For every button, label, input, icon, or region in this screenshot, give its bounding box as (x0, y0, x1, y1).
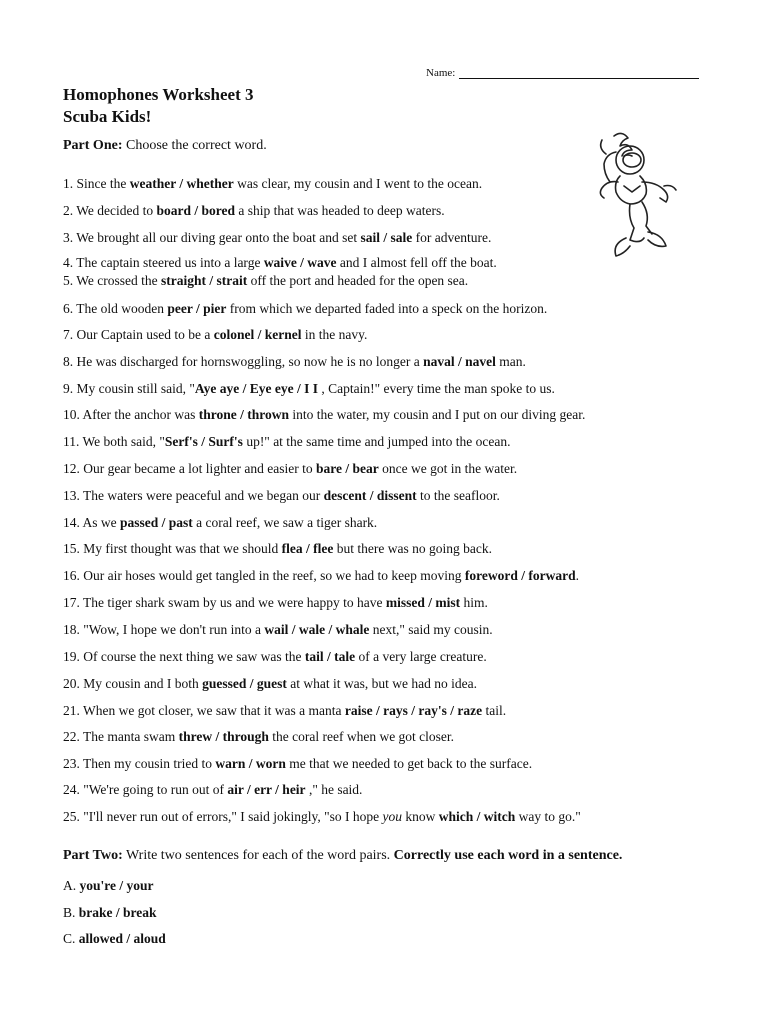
word-choice: waive / wave (263, 255, 337, 270)
part-one-instruction: Choose the correct word. (125, 138, 267, 153)
question-text: to the seafloor. (416, 488, 500, 503)
word-pair-words: you're / your (79, 878, 154, 893)
word-choice: colonel / kernel (213, 327, 302, 342)
word-choice: Aye aye / Eye eye / I I (194, 381, 318, 396)
word-pair-letter: C. (63, 931, 79, 946)
word-choice: sail / sale (360, 230, 413, 245)
question-text: at what it was, but we had no idea. (286, 676, 477, 691)
question-text: know (402, 809, 439, 824)
question-text: me that we needed to get back to the surface. (285, 756, 533, 771)
question-text: 10. After the anchor was (63, 407, 199, 422)
word-choice: raise / rays / ray's / raze (344, 703, 483, 718)
question-12 (63, 460, 517, 478)
word-choice: threw / through (178, 729, 269, 744)
question-text: 13. The waters were peaceful and we began our (63, 488, 324, 503)
word-pair-words: brake / break (78, 905, 157, 920)
word-choice: weather / whether (129, 176, 234, 191)
question-text: 24. "We're going to run out of (63, 782, 228, 797)
question-text: . (575, 568, 580, 583)
question-text: man. (495, 354, 526, 369)
question-text: 15. My first thought was that we should (63, 541, 282, 556)
part-two-heading (63, 847, 622, 865)
question-text: 1. Since the (63, 176, 130, 191)
question-text: off the port and headed for the open sea. (247, 273, 469, 288)
word-pair-letter: B. (63, 905, 79, 920)
word-choice: Serf's / Surf's (164, 434, 243, 449)
word-choice: throne / thrown (198, 407, 289, 422)
question-text: from which we departed faded into a speck on the horizon. (226, 301, 548, 316)
question-text: the coral reef when we got closer. (268, 729, 455, 744)
scuba-diver-illustration (584, 126, 694, 266)
question-15 (63, 540, 492, 558)
question-text: in the navy. (301, 327, 368, 342)
question-8 (63, 353, 526, 371)
question-text: 23. Then my cousin tried to (63, 756, 216, 771)
word-choice: passed / past (120, 515, 193, 530)
question-text: 14. As we (63, 515, 120, 530)
word-pair-a (63, 877, 154, 895)
word-choice: descent / dissent (323, 488, 417, 503)
question-text: 11. We both said, " (63, 434, 165, 449)
question-text: 21. When we got closer, we saw that it was a manta (63, 703, 345, 718)
question-text: 5. We crossed the (63, 273, 162, 288)
question-text: him. (460, 595, 488, 610)
question-text: , Captain!" every time the man spoke to us. (318, 381, 555, 396)
part-one-heading (63, 137, 267, 155)
question-1 (63, 175, 482, 193)
name-label: Name: (426, 67, 456, 79)
question-16 (63, 567, 579, 585)
name-blank-line (459, 66, 699, 79)
question-3 (63, 229, 491, 247)
word-choice: warn / worn (215, 756, 286, 771)
question-7 (63, 326, 367, 344)
question-text: 18. "Wow, I hope we don't run into a (63, 622, 265, 637)
worksheet-subtitle: Scuba Kids! (63, 107, 152, 126)
word-choice: straight / strait (161, 273, 248, 288)
question-text: way to go." (515, 809, 581, 824)
word-choice: foreword / forward (464, 568, 576, 583)
name-field (426, 66, 699, 79)
question-21 (63, 702, 506, 720)
word-choice: bare / bear (316, 461, 379, 476)
question-19 (63, 648, 487, 666)
question-text: once we got in the water. (378, 461, 518, 476)
word-pair-c (63, 930, 166, 948)
question-text: 12. Our gear became a lot lighter and easier to (63, 461, 317, 476)
question-22 (63, 728, 454, 746)
question-24 (63, 781, 362, 799)
word-pair-letter: A. (63, 878, 80, 893)
question-text: 4. The captain steered us into a large (63, 255, 264, 270)
emphasis-text: you (382, 809, 403, 824)
question-13 (63, 487, 500, 505)
question-text: tail. (482, 703, 507, 718)
question-17 (63, 594, 488, 612)
question-20 (63, 675, 477, 693)
question-text: ," he said. (305, 782, 363, 797)
question-text: but there was no going back. (333, 541, 492, 556)
word-choice: air / err / heir (227, 782, 306, 797)
question-text: 2. We decided to (63, 203, 157, 218)
question-4 (63, 254, 497, 272)
question-text: 20. My cousin and I both (63, 676, 203, 691)
word-choice: tail / tale (304, 649, 356, 664)
question-5 (63, 272, 468, 290)
question-14 (63, 514, 377, 532)
question-text: 9. My cousin still said, " (63, 381, 195, 396)
question-text: of a very large creature. (355, 649, 487, 664)
part-two-label: Part Two: (63, 848, 123, 863)
worksheet-title: Homophones Worksheet 3 (63, 85, 254, 104)
question-text: into the water, my cousin and I put on our diving gear. (288, 407, 586, 422)
question-text: a ship that was headed to deep waters. (235, 203, 445, 218)
question-text: next," said my cousin. (369, 622, 493, 637)
word-choice: flea / flee (281, 541, 334, 556)
word-pair-words: allowed / aloud (78, 931, 166, 946)
question-25 (63, 808, 581, 826)
word-choice: peer / pier (167, 301, 227, 316)
question-11 (63, 433, 511, 451)
word-choice: missed / mist (385, 595, 461, 610)
question-text: 17. The tiger shark swam by us and we were happy to have (63, 595, 386, 610)
question-text: and I almost fell off the boat. (336, 255, 497, 270)
question-text: 3. We brought all our diving gear onto the boat and set (63, 230, 361, 245)
question-text: 8. He was discharged for hornswoggling, so now he is no longer a (63, 354, 424, 369)
part-one-label: Part One: (63, 138, 123, 153)
question-2 (63, 202, 445, 220)
question-6 (63, 300, 547, 318)
question-text: 22. The manta swam (63, 729, 179, 744)
question-23 (63, 755, 532, 773)
question-text: was clear, my cousin and I went to the ocean. (233, 176, 483, 191)
question-text: 6. The old wooden (63, 301, 168, 316)
word-choice: wail / wale / whale (264, 622, 370, 637)
part-two-emphasis: Correctly use each word in a sentence. (393, 848, 623, 863)
word-choice: naval / navel (423, 354, 496, 369)
question-18 (63, 621, 493, 639)
question-text: 25. "I'll never run out of errors," I said jokingly, "so I hope (63, 809, 383, 824)
question-text: up!" at the same time and jumped into the ocean. (242, 434, 511, 449)
question-9 (63, 380, 555, 398)
word-choice: board / bored (156, 203, 236, 218)
question-text: 16. Our air hoses would get tangled in the reef, so we had to keep moving (63, 568, 465, 583)
question-text: 7. Our Captain used to be a (63, 327, 214, 342)
word-pair-b (63, 904, 157, 922)
question-text: a coral reef, we saw a tiger shark. (192, 515, 378, 530)
question-text: 19. Of course the next thing we saw was the (63, 649, 305, 664)
question-10 (63, 406, 585, 424)
word-choice: guessed / guest (202, 676, 287, 691)
part-two-instruction: Write two sentences for each of the word pairs. (126, 848, 391, 863)
question-text: for adventure. (412, 230, 492, 245)
word-choice: which / witch (438, 809, 516, 824)
